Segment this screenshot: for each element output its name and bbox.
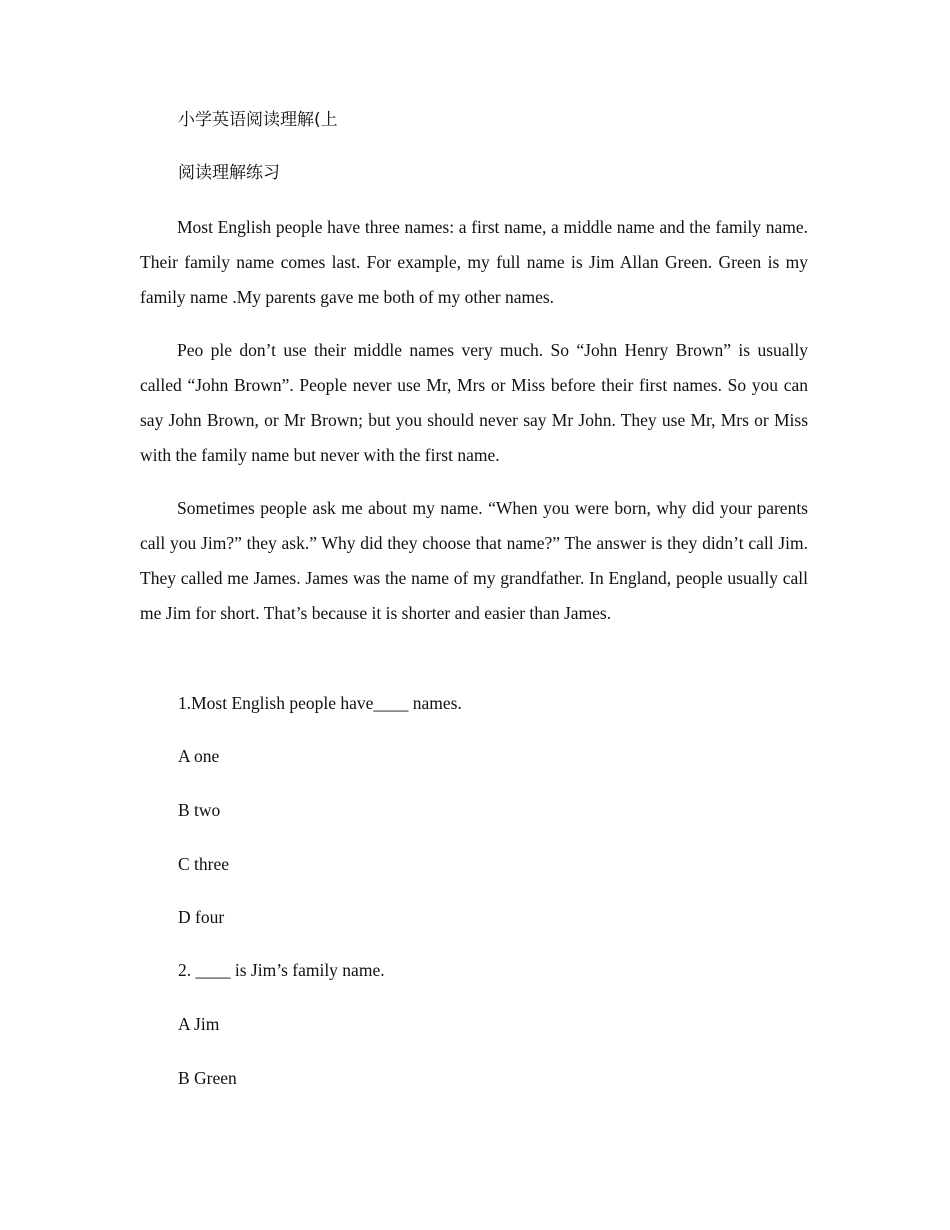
question-2-option-a: A Jim	[178, 1014, 220, 1034]
document-subtitle: 阅读理解练习	[178, 163, 280, 183]
question-2-prompt: 2. ____ is Jim’s family name.	[178, 960, 385, 980]
question-1-option-c: C three	[178, 854, 230, 874]
question-2-option-b: B Green	[178, 1068, 237, 1088]
paragraph-1: Most English people have three names: a first name, a middle name and the family name. Their family name comes last. For example, my full name is Jim Allan Green. Green is my family name .My parents gave me both of my other names.	[140, 217, 808, 307]
question-1-option-d: D four	[178, 907, 225, 927]
paragraph-2: Peo ple don’t use their middle names very much. So “John Henry Brown” is usually called “John Brown”. People never use Mr, Mrs or Miss before their first names. So you can say John Brown, or Mr Brown; but you should never say Mr John. They use Mr, Mrs or Miss with the family name but never with the first name.	[140, 340, 808, 465]
question-1-prompt: 1.Most English people have____ names.	[178, 693, 462, 713]
paragraph-3: Sometimes people ask me about my name. “When you were born, why did your parents call you Jim?” they ask.” Why did they choose that name?” The answer is they didn’t call Jim. They called me James. James was the name of my grandfather. In England, people usually call me Jim for short. That’s because it is shorter and easier than James.	[140, 498, 808, 623]
document-title: 小学英语阅读理解(上	[178, 110, 338, 130]
question-1-option-b: B two	[178, 800, 221, 820]
question-1-option-a: A one	[178, 746, 220, 766]
